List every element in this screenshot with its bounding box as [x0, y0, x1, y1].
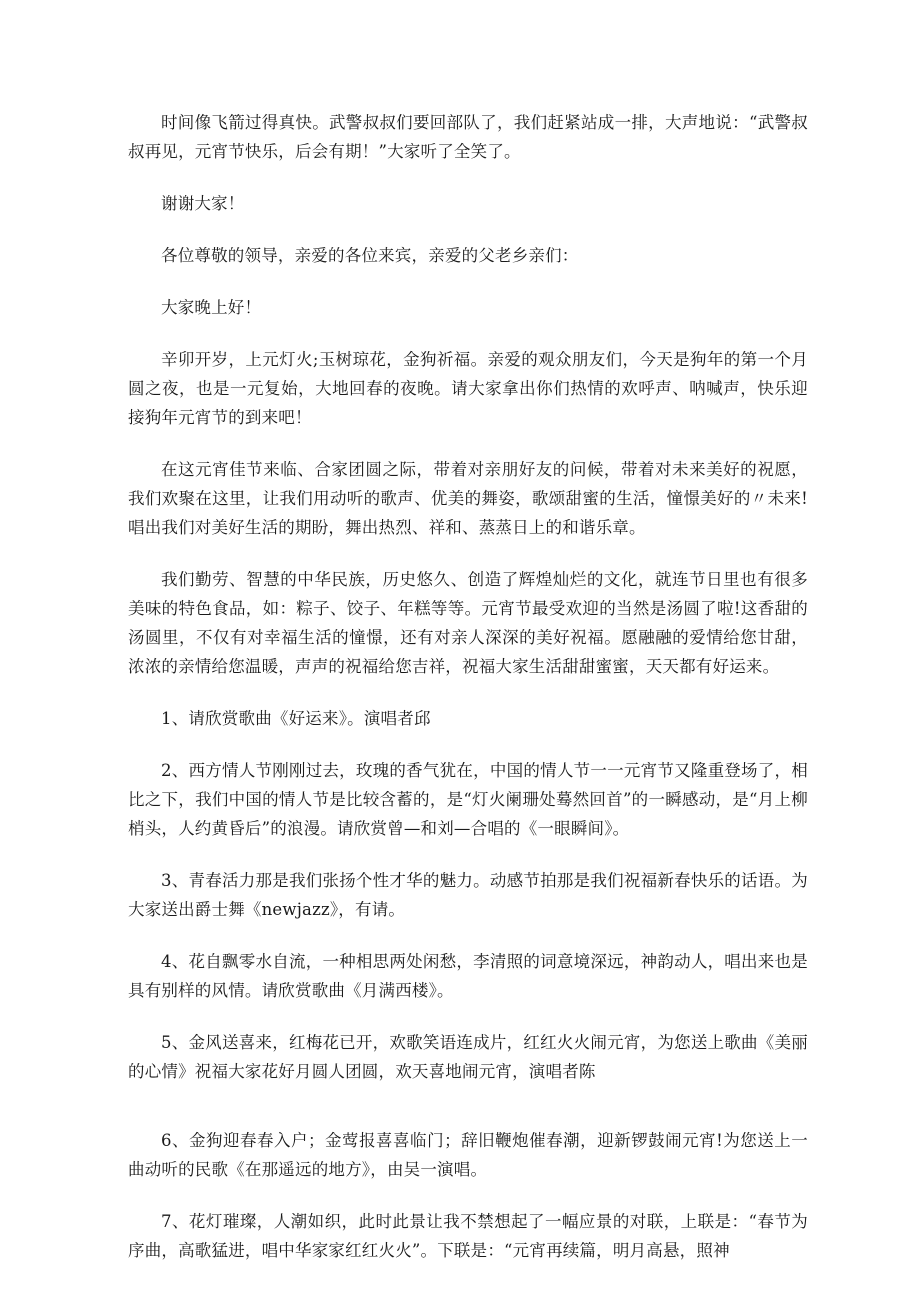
program-item-4: 4、花自飘零水自流，一种相思两处闲愁，李清照的词意境深远，神韵动人，唱出来也是具有别样的风情。请欣赏歌曲《月满西楼》。 [128, 952, 808, 1000]
program-item-3: 3、青春活力那是我们张扬个性才华的魅力。动感节拍那是我们祝福新春快乐的话语。为大家送出爵士舞《newjazz》，有请。 [128, 871, 808, 919]
paragraph-greeting: 大家晚上好！ [161, 298, 262, 317]
paragraph-culture: 我们勤劳、智慧的中华民族，历史悠久、创造了辉煌灿烂的文化，就连节日里也有很多美味的特色食品，如：粽子、饺子、年糕等等。元宵节最受欢迎的当然是汤圆了啦!这香甜的汤圆里，不仅有对幸福生活的憧憬，还有对亲人深深的美好祝福。愿融融的爱情给您甘甜，浓浓的亲情给您温暖，声声的祝福给您吉祥，祝福大家生活甜甜蜜蜜，天天都有好运来。 [128, 570, 808, 676]
paragraph-gathering: 在这元宵佳节来临、合家团圆之际，带着对亲朋好友的问候，带着对未来美好的祝愿，我们欢聚在这里，让我们用动听的歌声、优美的舞姿，歌颂甜蜜的生活，憧憬美好的〃未来!唱出我们对美好生活的期盼，舞出热烈、祥和、蒸蒸日上的和谐乐章。 [128, 460, 808, 537]
program-item-5: 5、金风送喜来，红梅花已开，欢歌笑语连成片，红红火火闹元宵，为您送上歌曲《美丽的心情》祝福大家花好月圆人团圆，欢天喜地闹元宵，演唱者陈 [128, 1033, 808, 1081]
paragraph-opening: 辛卯开岁，上元灯火;玉树琼花，金狗祈福。亲爱的观众朋友们，今天是狗年的第一个月圆之夜，也是一元复始，大地回春的夜晚。请大家拿出你们热情的欢呼声、呐喊声，快乐迎接狗年元宵节的到来吧！ [128, 350, 808, 427]
program-item-1: 1、请欣赏歌曲《好运来》。演唱者邱 [161, 709, 431, 728]
document-body [128, 108, 808, 1288]
program-item-7: 7、花灯璀璨，人潮如织，此时此景让我不禁想起了一幅应景的对联，上联是：“春节为序曲，高歌猛进，唱中华家家红红火火”。下联是：“元宵再续篇，明月高悬，照神 [128, 1212, 808, 1260]
paragraph-farewell: 时间像飞箭过得真快。武警叔叔们要回部队了，我们赶紧站成一排，大声地说：“武警叔叔再见，元宵节快乐，后会有期！”大家听了全笑了。 [128, 113, 808, 161]
program-item-6: 6、金狗迎春春入户；金莺报喜喜临门；辞旧鞭炮催春潮，迎新锣鼓闹元宵!为您送上一曲动听的民歌《在那遥远的地方》，由吴一演唱。 [128, 1131, 808, 1179]
paragraph-salutation: 各位尊敬的领导，亲爱的各位来宾，亲爱的父老乡亲们： [161, 246, 579, 265]
paragraph-thanks: 谢谢大家！ [161, 194, 245, 213]
program-item-2: 2、西方情人节刚刚过去，玫瑰的香气犹在，中国的情人节一一元宵节又隆重登场了，相比之下，我们中国的情人节是比较含蓄的，是“灯火阑珊处蓦然回首”的一瞬感动，是“月上柳梢头，人约黄昏后”的浪漫。请欣赏曾—和刘—合唱的《一眼瞬间》。 [128, 761, 808, 838]
